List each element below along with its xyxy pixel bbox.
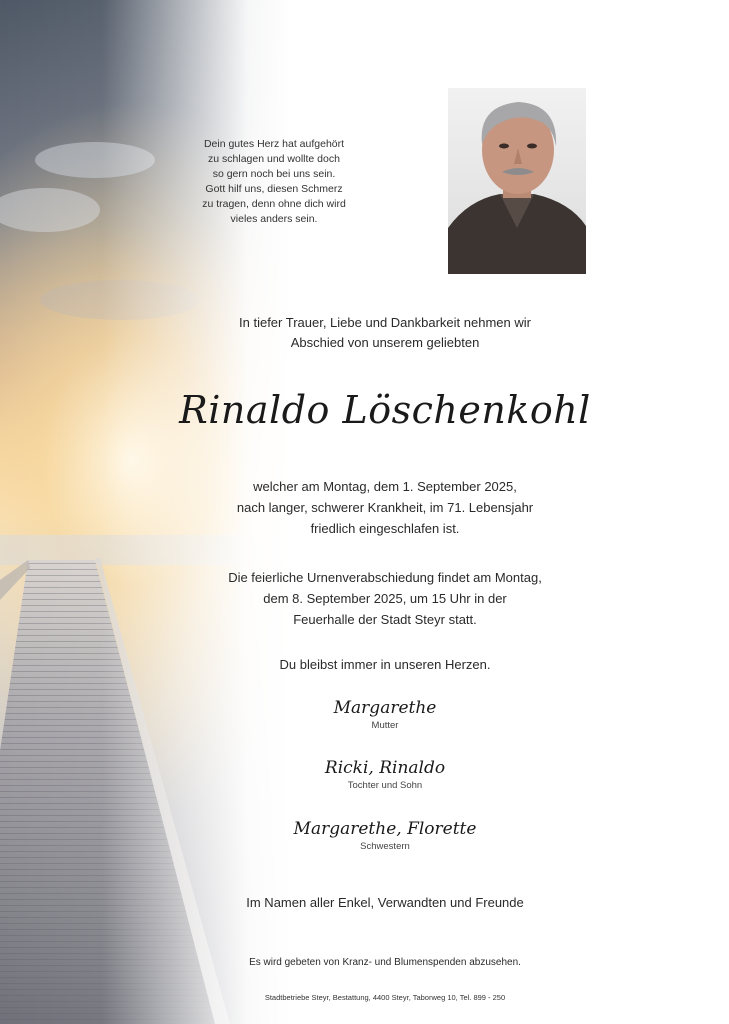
death-line: friedlich eingeschlafen ist. xyxy=(310,521,460,536)
quote-line: Gott hilf uns, diesen Schmerz xyxy=(205,183,343,195)
mourner-name: Margarethe xyxy=(333,698,437,718)
death-line: nach langer, schwerer Krankheit, im 71. Lebensjahr xyxy=(236,500,534,515)
intro-line: In tiefer Trauer, Liebe und Dankbarkeit nehmen wir xyxy=(239,315,531,330)
portrait-photo xyxy=(448,88,586,274)
memorial-quote xyxy=(160,137,388,227)
relatives-line: Im Namen aller Enkel, Verwandten und Freunde xyxy=(246,895,524,910)
quote-line: so gern noch bei uns sein. xyxy=(212,168,336,180)
mourner-entry xyxy=(170,757,600,793)
mourner-relation: Mutter xyxy=(371,720,399,731)
death-line: welcher am Montag, dem 1. September 2025, xyxy=(253,479,517,494)
deceased-name: Rinaldo Löschenkohl xyxy=(179,388,591,432)
quote-line: vieles anders sein. xyxy=(230,213,318,225)
mourner-relation: Schwestern xyxy=(360,841,410,852)
death-notice xyxy=(170,476,600,539)
funeral-home-footer: Stadtbetriebe Steyr, Bestattung, 4400 Steyr, Taborweg 10, Tel. 899 - 250 xyxy=(264,993,506,1002)
mourner-entry xyxy=(170,697,600,733)
intro-text xyxy=(170,313,600,353)
quote-line: zu schlagen und wollte doch xyxy=(208,153,340,165)
ceremony-notice xyxy=(170,567,600,630)
mourner-name: Margarethe, Florette xyxy=(293,819,477,839)
flowers-note: Es wird gebeten von Kranz- und Blumenspenden abzusehen. xyxy=(249,957,521,968)
closing-phrase: Du bleibst immer in unseren Herzen. xyxy=(279,657,491,672)
ceremony-line: Feuerhalle der Stadt Steyr statt. xyxy=(293,612,477,627)
mourner-relation: Tochter und Sohn xyxy=(347,780,423,791)
quote-line: zu tragen, denn ohne dich wird xyxy=(202,198,346,210)
intro-line: Abschied von unserem geliebten xyxy=(290,335,480,350)
mourner-entry xyxy=(170,818,600,854)
ceremony-line: Die feierliche Urnenverabschiedung findet am Montag, xyxy=(228,570,542,585)
quote-line: Dein gutes Herz hat aufgehört xyxy=(203,138,345,150)
mourner-name: Ricki, Rinaldo xyxy=(324,758,446,778)
ceremony-line: dem 8. September 2025, um 15 Uhr in der xyxy=(263,591,507,606)
